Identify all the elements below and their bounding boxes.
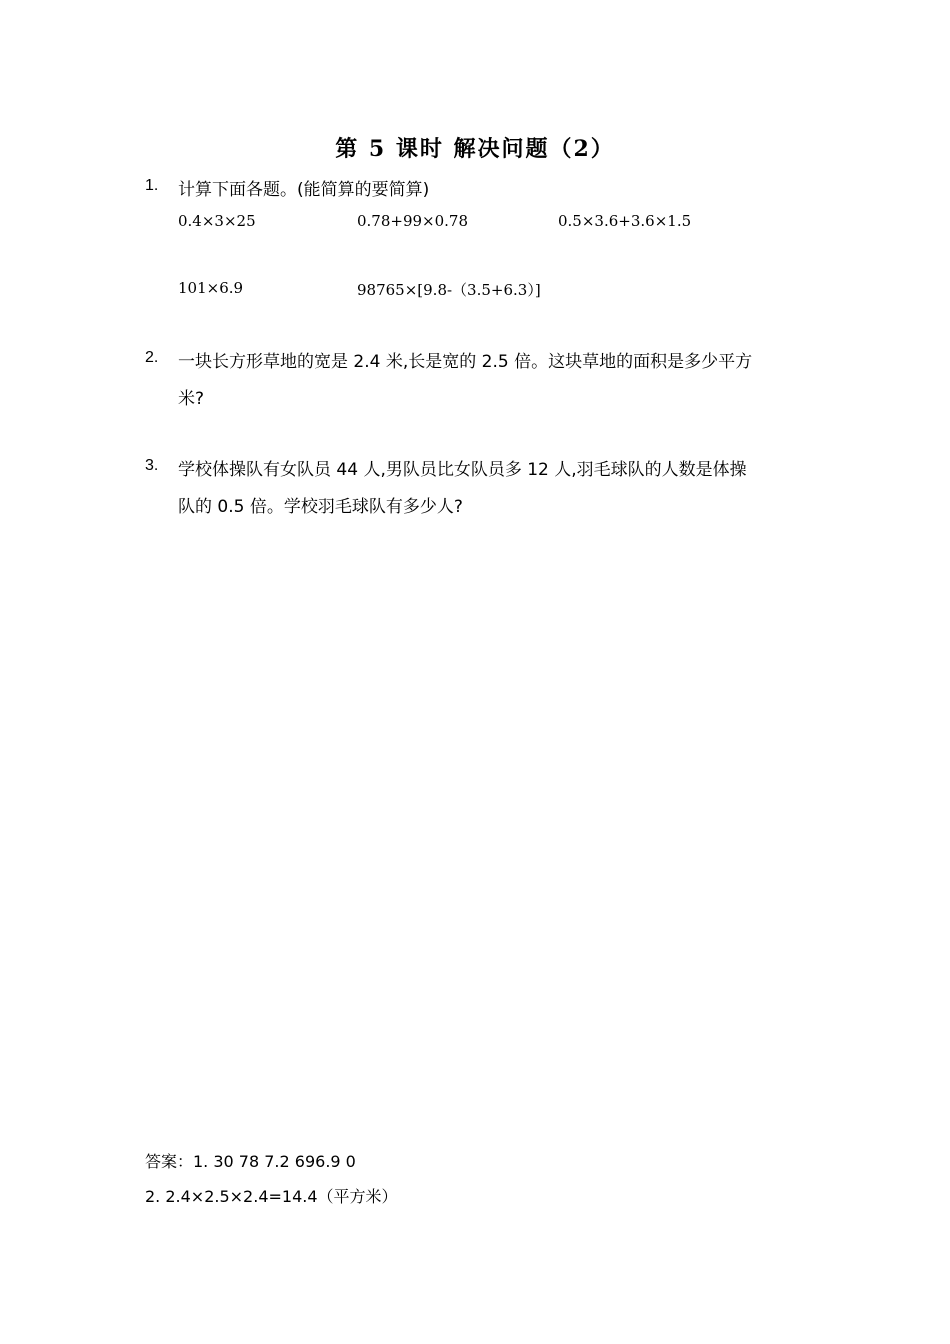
expression-2: 0.78+99×0.78 xyxy=(357,212,469,230)
expression-3: 0.5×3.6+3.6×1.5 xyxy=(558,212,692,230)
answer-line-1: 答案：1. 30 78 7.2 696.9 0 xyxy=(145,1152,356,1171)
question-2-line-1: 一块长方形草地的宽是 2.4 米,长是宽的 2.5 倍。这块草地的面积是多少平方 xyxy=(178,352,753,372)
expression-1: 0.4×3×25 xyxy=(178,212,256,230)
expression-4: 101×6.9 xyxy=(178,279,244,297)
question-3-line-1: 学校体操队有女队员 44 人,男队员比女队员多 12 人,羽毛球队的人数是体操 xyxy=(178,460,747,480)
expression-5: 98765×[9.8-（3.5+6.3）] xyxy=(357,281,541,299)
question-3-number: 3. xyxy=(145,457,159,474)
answer-line-2: 2. 2.4×2.5×2.4=14.4（平方米） xyxy=(145,1187,398,1206)
question-1-number: 1. xyxy=(145,177,159,194)
question-3-line-2: 队的 0.5 倍。学校羽毛球队有多少人? xyxy=(178,497,463,517)
question-2-number: 2. xyxy=(145,349,159,366)
question-1-text: 计算下面各题。(能简算的要简算) xyxy=(178,180,430,200)
question-2-line-2: 米? xyxy=(178,389,205,409)
page-title: 第 5 课时 解决问题（2） xyxy=(335,136,615,162)
